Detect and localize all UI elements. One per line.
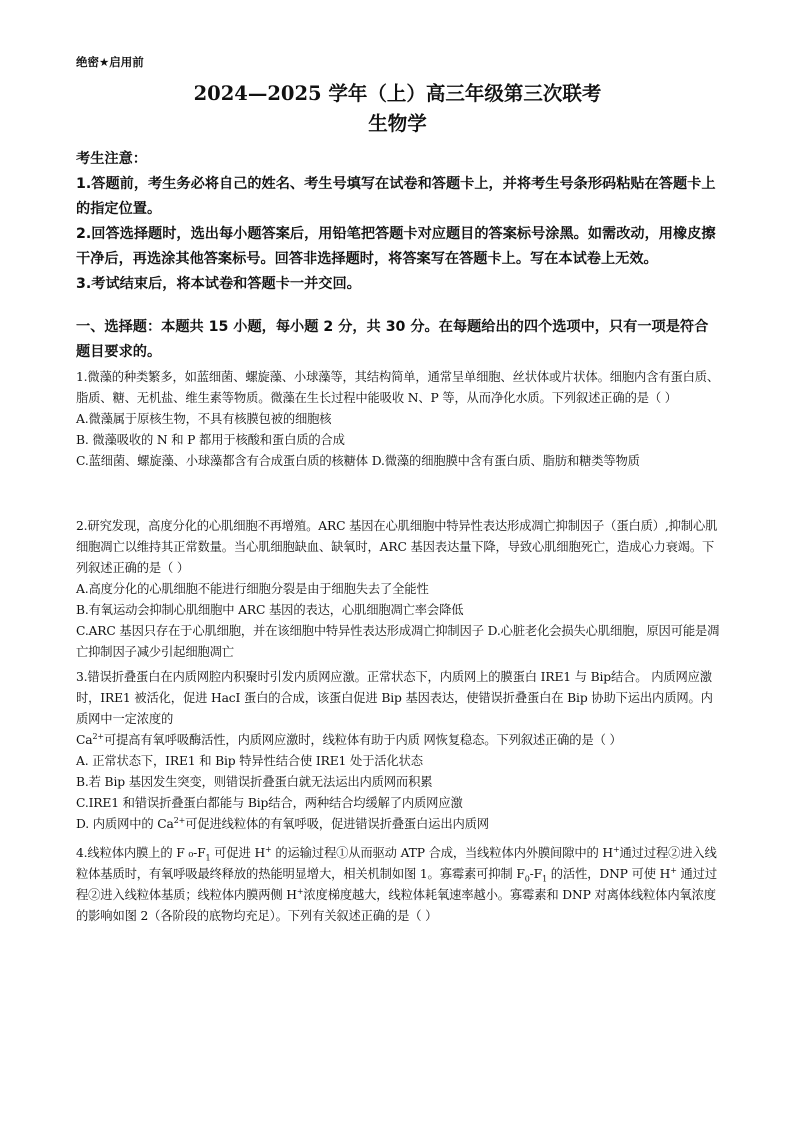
question-3-option-c: C.IRE1 和错误折叠蛋白都能与 Bip结合，两种结合均缓解了内质网应激 [76,796,463,810]
question-4-stem [76,843,721,927]
question-2-option-cd: C.ARC 基因只存在于心肌细胞，并在该细胞中特异性表达形成凋亡抑制因子 D.心脏老化会损失心肌细胞，原因可能是凋亡抑制因子减少引起细胞凋亡 [76,624,720,659]
q3-d-text-2: 可促进线粒体的有氧呼吸，促进错误折叠蛋白运出内质网 [185,817,489,831]
question-3-stem [76,667,721,751]
question-1 [76,367,721,472]
question-1-stem: 1.微藻的种类繁多，如蓝细菌、螺旋藻、小球藻等，其结构简单，通常呈单细胞、丝状体或片状体。细胞内含有蛋白质、脂质、糖、无机盐、维生素等物质。微藻在生长过程中能吸收 N、P 等，从而净化水质。下列叙述正确的是（ ） [76,370,720,405]
q4-text-4: 通过过程②进入线粒体基质时，有氧呼吸最终释放的热能明显增大，相关机制如图 1。寡霉素可抑制 F [76,846,717,881]
q3-stem-text-2: 可提高有氧呼吸酶活性，内质网应激时，线粒体有助于内质 网恢复稳态。下列叙述正确的是（ ） [103,733,622,747]
q4-sup-3: + [670,865,677,875]
exam-notes [76,147,721,297]
q3-stem-sup: 2+ [92,731,104,741]
note-1: 1.答题前，考生务必将自己的姓名、考生号填写在试卷和答题卡上，并将考生号条形码粘贴在答题卡上 的指定位置。 [76,176,716,217]
question-3-option-b: B.若 Bip 基因发生突变，则错误折叠蛋白就无法运出内质网而积累 [76,775,433,789]
q4-sup-1: + [265,844,272,854]
question-2-stem: 2.研究发现，高度分化的心肌细胞不再增殖。ARC 基因在心肌细胞中特异性表达形成凋亡抑制因子（蛋白质）,抑制心肌细胞凋亡以维持其正常数量。当心肌细胞缺血、缺氧时，ARC 基因表达量下降，导致心肌细胞死亡，造成心力衰竭。下列叙述正确的是（ ） [76,519,718,575]
q4-sup-4: + [296,886,304,896]
notes-heading: 考生注意： [76,151,147,167]
note-3: 3.考试结束后，将本试卷和答题卡一并交回。 [76,276,361,292]
q4-text-5: -F [529,867,543,881]
question-3 [76,667,721,835]
q4-sup-2: + [612,844,620,854]
q4-text-7: 通过过程②进入线粒体基质；线粒体内膜两侧 H [76,867,717,902]
question-2-option-a: A.高度分化的心肌细胞不能进行细胞分裂是由于细胞失去了全能性 [76,582,429,596]
section-1-heading: 一、选择题：本题共 15 小题，每小题 2 分，共 30 分。在每题给出的四个选项中，只有一项是符合题目要求的。 [76,319,709,360]
question-3-option-d [76,814,721,835]
q4-text-1: 4.线粒体内膜上的 F ₀-F [76,846,206,860]
question-4 [76,843,721,927]
q3-d-sup: 2+ [173,815,186,825]
note-2: 2.回答选择题时，选出每小题答案后，用铅笔把答题卡对应题目的答案标号涂黑。如需改动，用橡皮擦 干净后，再选涂其他答案标号。回答非选择题时，将答案写在答题卡上。写在本试卷上无效。 [76,226,716,267]
q4-text-6: 的活性，DNP 可使 H [547,867,671,881]
q4-text-2: 可促进 H [210,846,266,860]
confidential-label: 绝密★启用前 [76,55,144,69]
subject-title: 生物学 [368,112,427,135]
question-1-option-a: A.微藻属于原核生物，不具有核膜包被的细胞核 [76,412,332,426]
q3-d-text: D. 内质网中的 Ca [76,817,174,831]
q4-sub-2: 0 [524,874,530,884]
question-1-option-cd: C.蓝细菌、螺旋藻、小球藻都含有合成蛋白质的核糖体 D.微藻的细胞膜中含有蛋白质、脂肪和糖类等物质 [76,454,640,468]
question-3-option-a: A. 正常状态下，IRE1 和 Bip 特异性结合使 IRE1 处于活化状态 [76,754,423,768]
question-2-option-b: B.有氧运动会抑制心肌细胞中 ARC 基因的表达，心肌细胞凋亡率会降低 [76,603,464,617]
q3-stem-text: 3.错误折叠蛋白在内质网腔内积聚时引发内质网应激。正常状态下，内质网上的膜蛋白 IRE1 与 Bip结合。 内质网应激时，IRE1 被活化，促进 HacI 蛋白的合成，该蛋白促进 Bip 基因表达，使错误折叠蛋白在 Bip 协助下运出内质网。内质网中一定浓度的 Ca [76,670,713,747]
exam-title: 2024—2025 学年（上）高三年级第三次联考 [193,82,602,105]
q4-sub-1: 1 [205,853,211,863]
q4-sub-3: 1 [542,874,548,884]
q4-text-3: 的运输过程①从而驱动 ATP 合成，当线粒体内外膜间隙中的 H [271,846,613,860]
q4-text-8: 浓度梯度越大，线粒体耗氧速率越小。寡霉素和 DNP 对离体线粒体内氧浓度的影响如图 2（各阶段的底物均充足）。下列有关叙述正确的是（ ） [76,888,716,923]
question-2 [76,516,721,663]
question-1-option-b: B. 微藻吸收的 N 和 P 都用于核酸和蛋白质的合成 [76,433,345,447]
